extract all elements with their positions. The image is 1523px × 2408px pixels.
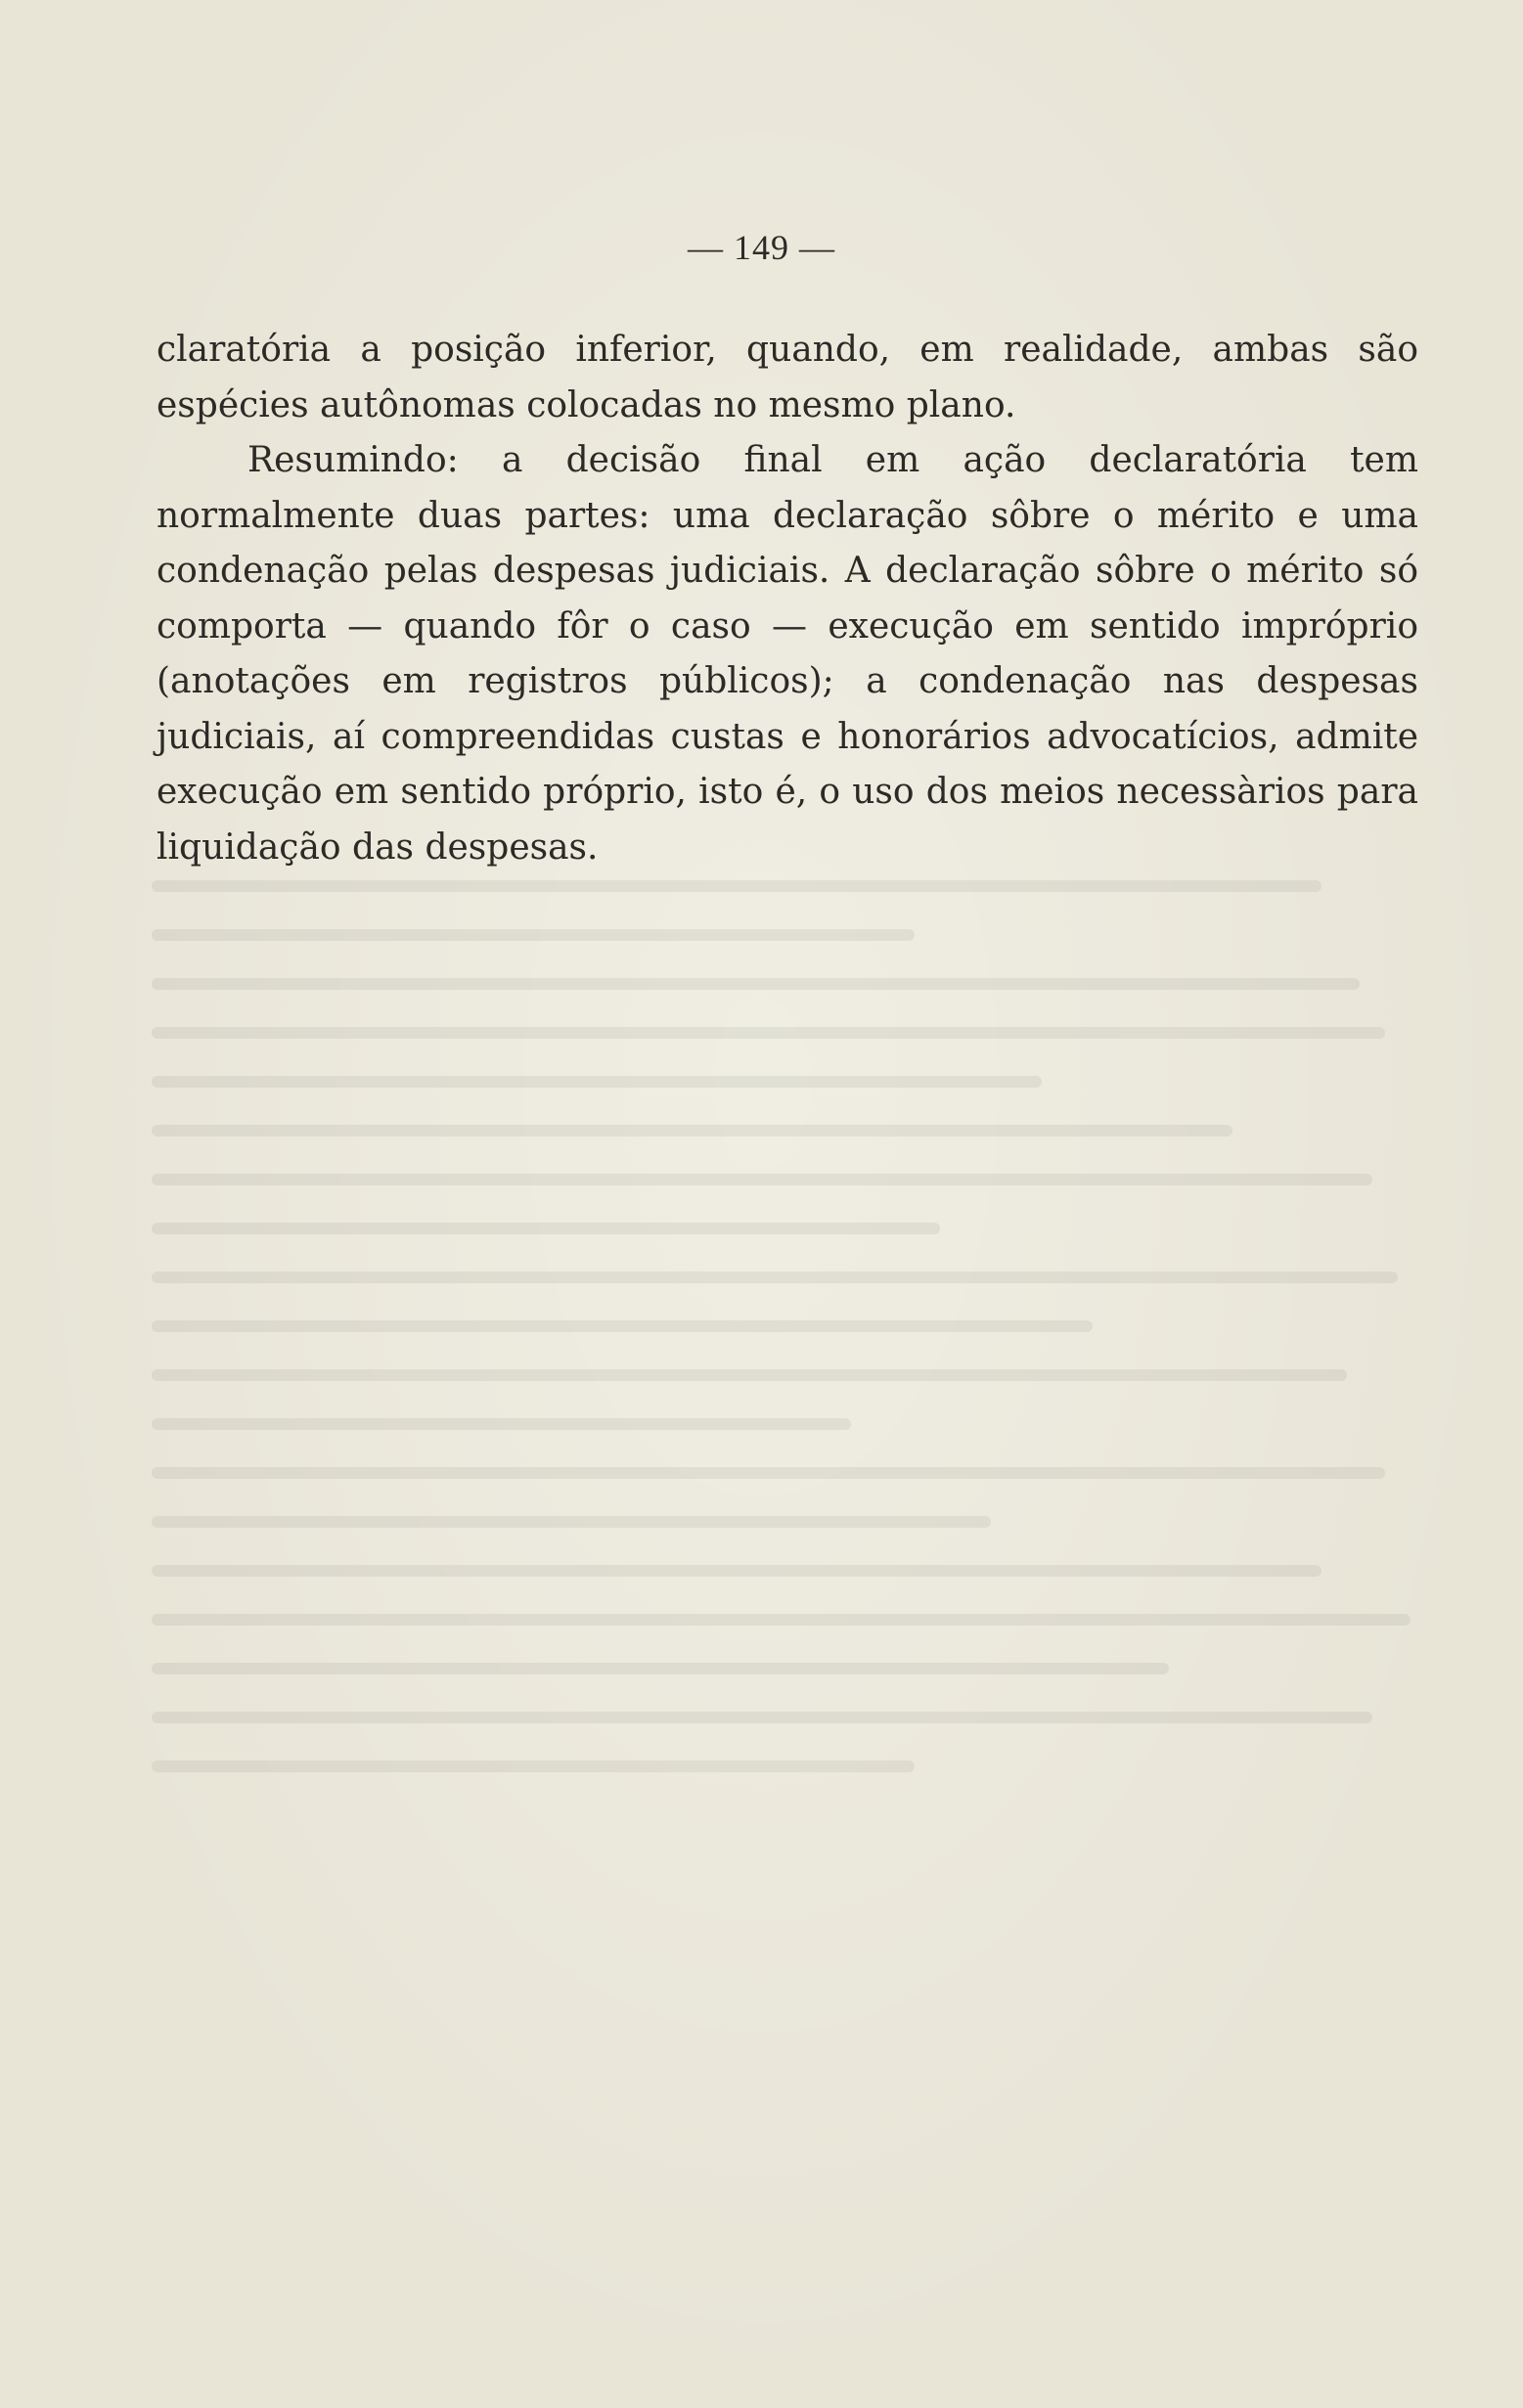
paragraph-continuation: claratória a posição inferior, quando, em realidade, ambas são espécies autônomas colocadas no mesmo plano.: [157, 330, 1418, 425]
page-number: — 149 —: [688, 228, 835, 267]
body-text: [157, 323, 1418, 875]
bleed-through-shadow: [152, 880, 1423, 2152]
paragraph-summary: Resumindo: a decisão final em ação declaratória tem normalmente duas partes: uma declaração sôbre o mérito e uma condenação pelas despesas judiciais. A declaração sôbre o mérito só comporta — quando fôr o caso — execução em sentido impróprio (anotações em registros públicos); a condenação nas despesas judiciais, aí compreendidas custas e honorários advocatícios, admite execução em sentido próprio, isto é, o uso dos meios necessàrios para liquidação das despesas.: [157, 440, 1418, 868]
